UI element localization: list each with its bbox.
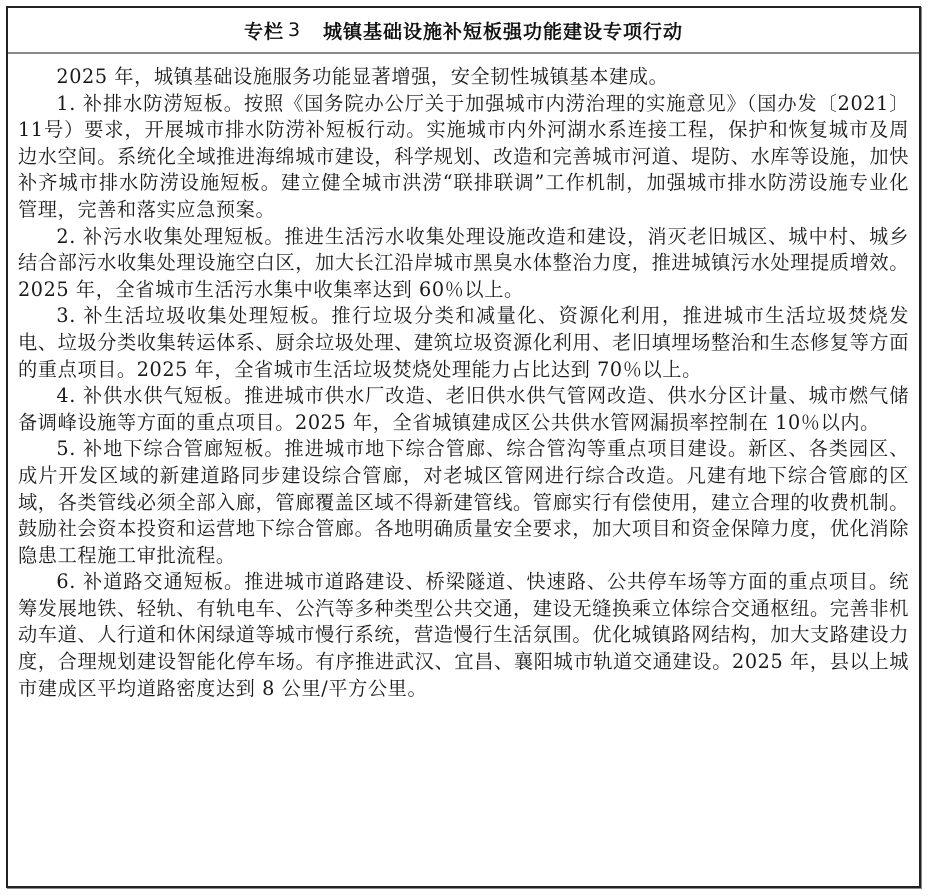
paragraph-goal: 2025 年，城镇基础设施服务功能显著增强，安全韧性城镇基本建成。 — [56, 65, 669, 88]
paragraph-sewage: 2. 补污水收集处理短板。推进生活污水收集处理设施改造和建设，消灭老旧城区、城中村、城乡结合部污水收集处理设施空白区，加大长江沿岸城市黑臭水体整治力度，推进城镇污水处理提质增效。2025 年，全省城市生活污水集中收集率达到 60％以上。 — [18, 224, 909, 301]
column-body — [8, 54, 919, 702]
column-box — [6, 6, 921, 888]
paragraph-utility-tunnel: 5. 补地下综合管廊短板。推进城市地下综合管廊、综合管沟等重点项目建设。新区、各类园区、成片开发区域的新建道路同步建设综合管廊，对老城区管网进行综合改造。凡建有地下综合管廊的区域，各类管线必须全部入廊，管廊覆盖区域不得新建管线。管廊实行有偿使用，建立合理的收费机制。鼓励社会资本投资和运营地下综合管廊。各地明确质量安全要求，加大项目和资金保障力度，优化消除隐患工程施工审批流程。 — [18, 437, 909, 567]
paragraph-water-gas: 4. 补供水供气短板。推进城市供水厂改造、老旧供水供气管网改造、供水分区计量、城市燃气储备调峰设施等方面的重点项目。2025 年，全省城镇建成区公共供水管网漏损率控制在 10％以内。 — [18, 384, 909, 434]
paragraph-garbage: 3. 补生活垃圾收集处理短板。推行垃圾分类和减量化、资源化利用，推进城市生活垃圾焚烧发电、垃圾分类收集转运体系、厨余垃圾处理、建筑垃圾资源化利用、老旧填埋场整治和生态修复等方面的重点项目。2025 年，全省城市生活垃圾焚烧处理能力占比达到 70％以上。 — [18, 304, 909, 381]
paragraph-road-traffic: 6. 补道路交通短板。推进城市道路建设、桥梁隧道、快速路、公共停车场等方面的重点项目。统筹发展地铁、轻轨、有轨电车、公汽等多种类型公共交通，建设无缝换乘立体综合交通枢纽。完善非机动车道、人行道和休闲绿道等城市慢行系统，营造慢行生活氛围。优化城镇路网结构，加大支路建设力度，合理规划建设智能化停车场。有序推进武汉、宜昌、襄阳城市轨道交通建设。2025 年，县以上城市建成区平均道路密度达到 8 公里/平方公里。 — [18, 570, 909, 700]
column-title: 城镇基础设施补短板强功能建设专项行动 — [323, 20, 684, 43]
column-header — [8, 8, 919, 54]
column-label: 专栏 — [243, 20, 284, 43]
column-number: 3 — [287, 19, 302, 41]
paragraph-drainage: 1. 补排水防涝短板。按照《国务院办公厅关于加强城市内涝治理的实施意见》（国办发〔2021〕11号）要求，开展城市排水防涝补短板行动。实施城市内外河湖水系连接工程，保护和恢复城市及周边水空间。系统化全域推进海绵城市建设，科学规划、改造和完善城市河道、堤防、水库等设施，加快补齐城市排水防涝设施短板。建立健全城市洪涝“联排联调”工作机制，加强城市排水防涝设施专业化管理，完善和落实应急预案。 — [18, 91, 910, 221]
